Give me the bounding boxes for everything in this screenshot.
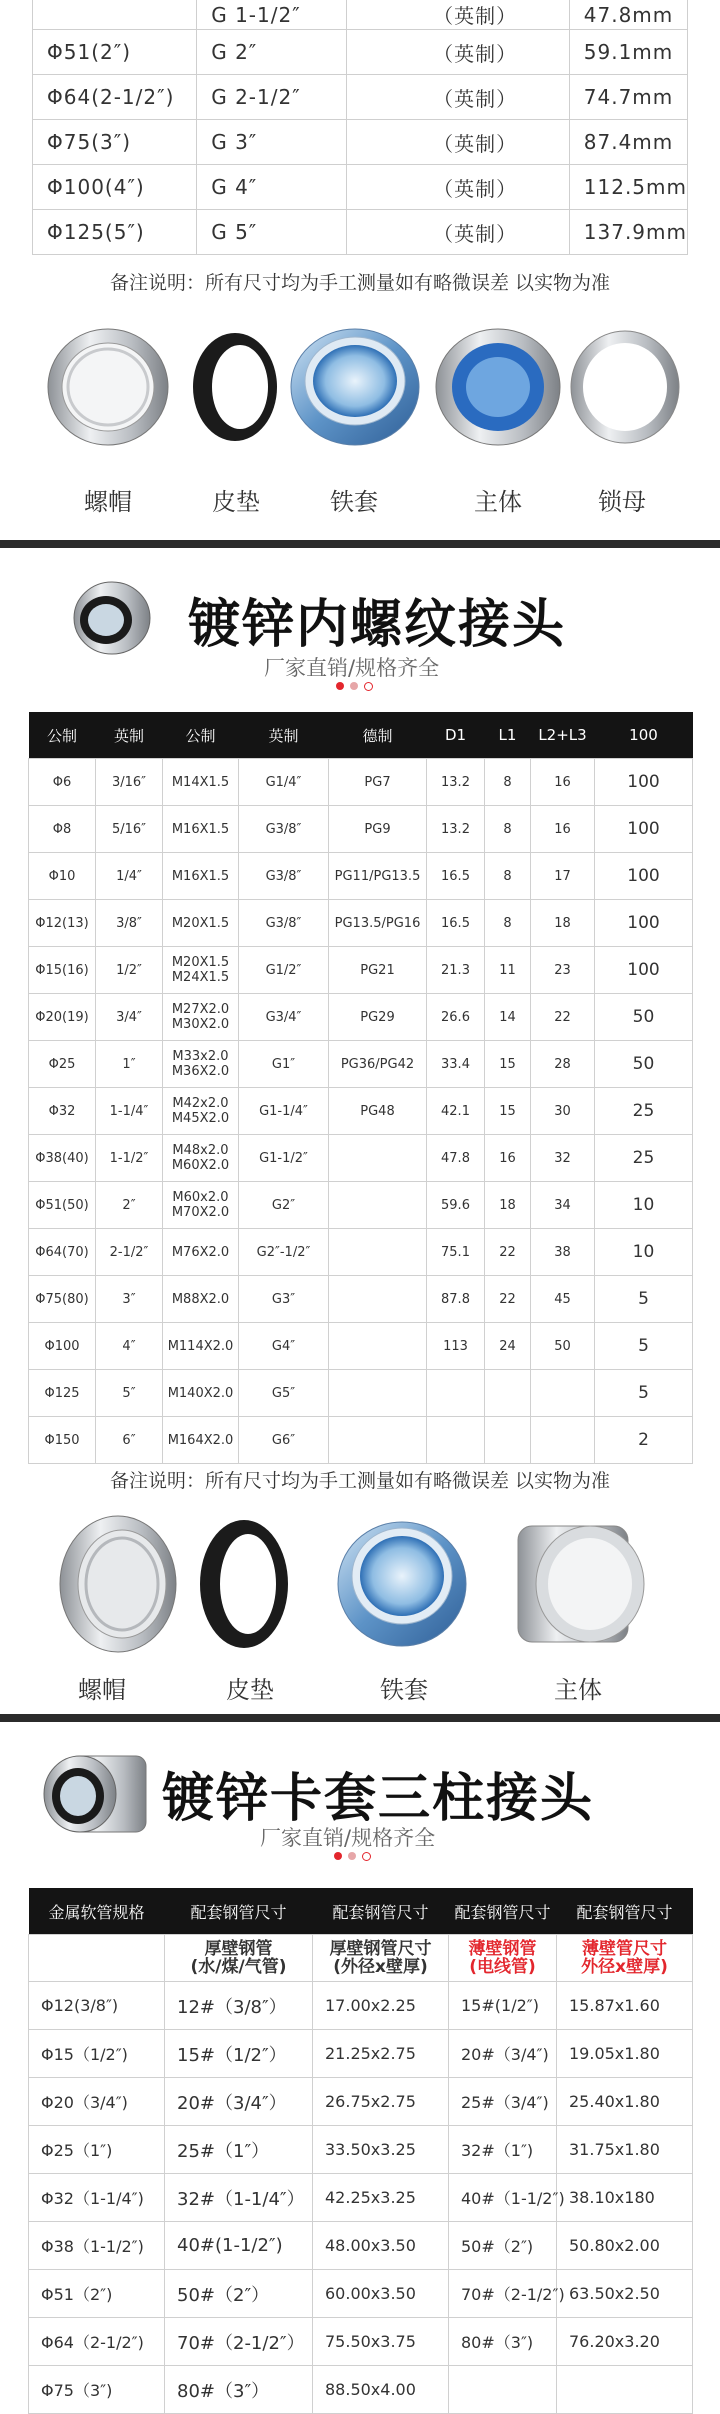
table-cell: 25 xyxy=(595,1088,693,1135)
table-row xyxy=(29,759,693,806)
table-row xyxy=(33,30,688,75)
table-cell: Φ25（1″) xyxy=(29,2126,165,2174)
table-cell xyxy=(427,1417,485,1464)
table-cell: 5 xyxy=(595,1370,693,1417)
measurement-note-2: 备注说明：所有尺寸均为手工测量如有略微误差 以实物为准 xyxy=(109,1470,611,1492)
table-cell: Φ20(19) xyxy=(29,994,96,1041)
table-cell-type: （英制） xyxy=(347,75,570,120)
table-cell: 25.40x1.80 xyxy=(557,2078,693,2126)
table-cell: 15.87x1.60 xyxy=(557,1982,693,2030)
table-cell: M14X1.5 xyxy=(163,759,239,806)
table-cell: 15 xyxy=(485,1088,531,1135)
table-cell: 28 xyxy=(531,1041,595,1088)
table-cell: PG48 xyxy=(329,1088,427,1135)
dot-active xyxy=(334,1852,342,1860)
table-cell: 8 xyxy=(485,900,531,947)
table-cell: 50.80x2.00 xyxy=(557,2222,693,2270)
table-cell: Φ32 xyxy=(29,1088,96,1135)
dot-active xyxy=(336,682,344,690)
body-image xyxy=(518,1526,644,1642)
table-cell: Φ125 xyxy=(29,1370,96,1417)
table-cell: M16X1.5 xyxy=(163,853,239,900)
table-cell: M164X2.0 xyxy=(163,1417,239,1464)
table-cell: 8 xyxy=(485,759,531,806)
table-cell: 13.2 xyxy=(427,806,485,853)
section2-title: 镀锌内螺纹接头 xyxy=(188,595,567,655)
table-cell: M42x2.0 M45X2.0 xyxy=(163,1088,239,1135)
table-cell xyxy=(329,1323,427,1370)
table-cell: 100 xyxy=(595,759,693,806)
section-divider xyxy=(0,540,720,548)
sleeve-image xyxy=(291,329,419,445)
table-cell: 50#（2″） xyxy=(165,2270,313,2318)
body-image xyxy=(436,329,560,445)
table-cell-type: （英制） xyxy=(347,30,570,75)
measurement-note: 备注说明：所有尺寸均为手工测量如有略微误差 以实物为准 xyxy=(109,272,611,294)
table-cell: M20X1.5 xyxy=(163,900,239,947)
table-row xyxy=(29,2030,693,2078)
table-row xyxy=(29,2174,693,2222)
table-cell: 5″ xyxy=(96,1370,163,1417)
section-divider-2 xyxy=(0,1714,720,1722)
part-label-body: 主体 xyxy=(474,488,522,516)
table-cell: 32 xyxy=(531,1135,595,1182)
table-cell: 6″ xyxy=(96,1417,163,1464)
table-cell: Φ8 xyxy=(29,806,96,853)
table-cell-type: （英制） xyxy=(347,0,570,30)
subheader-cell: 厚壁钢管 (水/煤/气管) xyxy=(165,1935,313,1982)
table-cell: Φ25 xyxy=(29,1041,96,1088)
table-cell-dim: 137.9mm xyxy=(569,210,687,255)
table-cell: G6″ xyxy=(239,1417,329,1464)
table-cell: 12#（3/8″） xyxy=(165,1982,313,2030)
table-cell: PG13.5/PG16 xyxy=(329,900,427,947)
table-cell-thread: G 2″ xyxy=(197,30,347,75)
table-cell: 60.00x3.50 xyxy=(313,2270,449,2318)
table-cell: M88X2.0 xyxy=(163,1276,239,1323)
column-header: 100 xyxy=(595,712,693,759)
table-cell: 80#（3″) xyxy=(449,2318,557,2366)
table-cell: 14 xyxy=(485,994,531,1041)
table-cell: 17 xyxy=(531,853,595,900)
subheader-cell: 薄壁管尺寸 外径x壁厚) xyxy=(557,1935,693,1982)
table-cell: 75.1 xyxy=(427,1229,485,1276)
table-cell: G1/4″ xyxy=(239,759,329,806)
table-cell: Φ75(80) xyxy=(29,1276,96,1323)
table-cell: 16 xyxy=(485,1135,531,1182)
table-cell-thread: G 3″ xyxy=(197,120,347,165)
table-row xyxy=(29,2222,693,2270)
table-cell xyxy=(531,1417,595,1464)
table-cell: 1-1/4″ xyxy=(96,1088,163,1135)
table-cell: 100 xyxy=(595,900,693,947)
table-row xyxy=(33,0,688,30)
table-cell: 25#（1″） xyxy=(165,2126,313,2174)
table-cell: 24 xyxy=(485,1323,531,1370)
table-cell xyxy=(449,2366,557,2414)
table-cell xyxy=(485,1417,531,1464)
table-cell: 25 xyxy=(595,1135,693,1182)
parts-illustration-row-2 xyxy=(50,1512,670,1662)
table-row xyxy=(29,2366,693,2414)
table-cell: 15#（1/2″） xyxy=(165,2030,313,2078)
table-cell: PG9 xyxy=(329,806,427,853)
table-cell: Φ51（2″) xyxy=(29,2270,165,2318)
table-row xyxy=(33,165,688,210)
table-cell: 76.20x3.20 xyxy=(557,2318,693,2366)
table-cell: G1″ xyxy=(239,1041,329,1088)
table-cell: G4″ xyxy=(239,1323,329,1370)
table-cell: 1/4″ xyxy=(96,853,163,900)
table-cell: 18 xyxy=(531,900,595,947)
table-cell: 75.50x3.75 xyxy=(313,2318,449,2366)
table-row xyxy=(33,210,688,255)
table-cell: M33x2.0 M36X2.0 xyxy=(163,1041,239,1088)
table-cell xyxy=(329,1370,427,1417)
product-thumbnail-icon-2 xyxy=(40,1746,152,1842)
table-cell: 26.6 xyxy=(427,994,485,1041)
gasket-image xyxy=(193,333,277,441)
carousel-dots xyxy=(336,682,373,691)
table-cell: 30 xyxy=(531,1088,595,1135)
table-cell-size: Φ125(5″) xyxy=(33,210,197,255)
product-thumbnail-icon xyxy=(72,578,152,658)
table-cell: Φ6 xyxy=(29,759,96,806)
table-row xyxy=(29,853,693,900)
table-cell: 42.1 xyxy=(427,1088,485,1135)
column-header: 配套钢管尺寸 xyxy=(313,1888,449,1935)
table-cell: 32#（1-1/4″） xyxy=(165,2174,313,2222)
carousel-dots-2 xyxy=(334,1852,371,1861)
table-cell: Φ10 xyxy=(29,853,96,900)
table-cell: Φ12(13) xyxy=(29,900,96,947)
table-row xyxy=(29,2126,693,2174)
table-cell: 40#(1-1/2″) xyxy=(165,2222,313,2270)
table-cell: Φ20（3/4″) xyxy=(29,2078,165,2126)
column-header: 英制 xyxy=(96,712,163,759)
table-cell: Φ32（1-1/4″) xyxy=(29,2174,165,2222)
subheader-row xyxy=(29,1935,693,1982)
table-row xyxy=(29,1323,693,1370)
table-cell: 15 xyxy=(485,1041,531,1088)
table-cell: 23 xyxy=(531,947,595,994)
table-row xyxy=(29,1982,693,2030)
table-cell: 20#（3/4″） xyxy=(165,2078,313,2126)
table-row xyxy=(29,1276,693,1323)
section2-subtitle: 厂家直销/规格齐全 xyxy=(264,656,440,680)
dot xyxy=(350,682,358,690)
table-cell: G3/4″ xyxy=(239,994,329,1041)
table-cell xyxy=(329,1276,427,1323)
column-header: D1 xyxy=(427,712,485,759)
table-cell: M140X2.0 xyxy=(163,1370,239,1417)
table-cell: 100 xyxy=(595,853,693,900)
table-cell: 4″ xyxy=(96,1323,163,1370)
table-cell: 2-1/2″ xyxy=(96,1229,163,1276)
table-cell: 50#（2″) xyxy=(449,2222,557,2270)
table-cell: 2″ xyxy=(96,1182,163,1229)
spec-table-clamp-fitting xyxy=(28,1888,693,2414)
table-cell: 15#(1/2″) xyxy=(449,1982,557,2030)
table-cell: 2 xyxy=(595,1417,693,1464)
table-cell xyxy=(531,1370,595,1417)
table-row xyxy=(29,1182,693,1229)
table-cell: M48x2.0 M60X2.0 xyxy=(163,1135,239,1182)
table-cell: Φ12(3/8″) xyxy=(29,1982,165,2030)
table-cell: 38 xyxy=(531,1229,595,1276)
part-label-locknut: 锁母 xyxy=(598,488,646,516)
table-cell xyxy=(329,1417,427,1464)
table-cell-size: Φ51(2″) xyxy=(33,30,197,75)
table-cell: 45 xyxy=(531,1276,595,1323)
table-row xyxy=(29,994,693,1041)
table-cell: G3/8″ xyxy=(239,806,329,853)
table-cell: 13.2 xyxy=(427,759,485,806)
part-label-gasket: 皮垫 xyxy=(212,488,260,516)
table-row xyxy=(29,2270,693,2318)
table-row xyxy=(29,947,693,994)
table-cell: 19.05x1.80 xyxy=(557,2030,693,2078)
table-cell: 47.8 xyxy=(427,1135,485,1182)
table-cell: 22 xyxy=(531,994,595,1041)
table-cell xyxy=(329,1135,427,1182)
table-cell: 18 xyxy=(485,1182,531,1229)
table-cell-dim: 74.7mm xyxy=(569,75,687,120)
dot xyxy=(364,682,373,691)
table-cell: Φ100 xyxy=(29,1323,96,1370)
table-cell: PG36/PG42 xyxy=(329,1041,427,1088)
table-cell xyxy=(427,1370,485,1417)
table-cell: 42.25x3.25 xyxy=(313,2174,449,2222)
column-header: 公制 xyxy=(163,712,239,759)
table-cell-thread: G 5″ xyxy=(197,210,347,255)
table-cell: 100 xyxy=(595,806,693,853)
column-header: 英制 xyxy=(239,712,329,759)
table-cell: G1-1/4″ xyxy=(239,1088,329,1135)
table-cell: M16X1.5 xyxy=(163,806,239,853)
subheader-cell xyxy=(29,1935,165,1982)
table-cell: 59.6 xyxy=(427,1182,485,1229)
table-cell: Φ51(50) xyxy=(29,1182,96,1229)
table-cell: 22 xyxy=(485,1229,531,1276)
table-cell: 21.3 xyxy=(427,947,485,994)
column-header: L2+L3 xyxy=(531,712,595,759)
column-header: 配套钢管尺寸 xyxy=(449,1888,557,1935)
table-cell: 16 xyxy=(531,759,595,806)
table-row xyxy=(29,1417,693,1464)
table-cell: 3/16″ xyxy=(96,759,163,806)
table-cell-dim: 112.5mm xyxy=(569,165,687,210)
table-cell: 8 xyxy=(485,853,531,900)
part-label-nut-2: 螺帽 xyxy=(78,1676,126,1704)
table-cell: 10 xyxy=(595,1229,693,1276)
table-cell: Φ38(40) xyxy=(29,1135,96,1182)
table-cell: 3/8″ xyxy=(96,900,163,947)
table-cell: 17.00x2.25 xyxy=(313,1982,449,2030)
table-cell-thread: G 2-1/2″ xyxy=(197,75,347,120)
table-cell: 21.25x2.75 xyxy=(313,2030,449,2078)
dot xyxy=(362,1852,371,1861)
table-cell-size: Φ100(4″) xyxy=(33,165,197,210)
table-cell: 20#（3/4″) xyxy=(449,2030,557,2078)
table-cell: 80#（3″） xyxy=(165,2366,313,2414)
part-label-body-2: 主体 xyxy=(554,1676,602,1704)
table-cell: 5/16″ xyxy=(96,806,163,853)
table-cell: 22 xyxy=(485,1276,531,1323)
table-cell: 33.4 xyxy=(427,1041,485,1088)
table-cell: 50 xyxy=(595,1041,693,1088)
gasket-image xyxy=(200,1520,288,1648)
table-cell: M20X1.5 M24X1.5 xyxy=(163,947,239,994)
table-cell-thread: G 4″ xyxy=(197,165,347,210)
table-row xyxy=(33,120,688,165)
table-cell: 50 xyxy=(531,1323,595,1370)
column-header: L1 xyxy=(485,712,531,759)
table-row xyxy=(29,1041,693,1088)
table-cell-thread: G 1-1/2″ xyxy=(197,0,347,30)
table-cell: M114X2.0 xyxy=(163,1323,239,1370)
subheader-cell: 厚壁钢管尺寸 (外径x壁厚) xyxy=(313,1935,449,1982)
table-cell-type: （英制） xyxy=(347,165,570,210)
table-cell: G3/8″ xyxy=(239,900,329,947)
table-cell: 33.50x3.25 xyxy=(313,2126,449,2174)
table-cell: Φ75（3″) xyxy=(29,2366,165,2414)
table-cell: 16.5 xyxy=(427,853,485,900)
part-label-nut: 螺帽 xyxy=(84,488,132,516)
table-cell: 3″ xyxy=(96,1276,163,1323)
table-cell: G1-1/2″ xyxy=(239,1135,329,1182)
table-cell-dim: 47.8mm xyxy=(569,0,687,30)
table-row xyxy=(29,1088,693,1135)
spec-table-internal-thread xyxy=(28,712,693,1464)
table-cell: 87.8 xyxy=(427,1276,485,1323)
spec-table-top xyxy=(32,0,688,255)
section3-title: 镀锌卡套三柱接头 xyxy=(162,1769,595,1829)
table-row xyxy=(29,806,693,853)
table-row xyxy=(29,900,693,947)
table-cell xyxy=(485,1370,531,1417)
table-cell: Φ15（1/2″) xyxy=(29,2030,165,2078)
table-cell: 8 xyxy=(485,806,531,853)
table-cell: Φ38（1-1/2″) xyxy=(29,2222,165,2270)
table-cell: M76X2.0 xyxy=(163,1229,239,1276)
table-cell: 40#（1-1/2″) xyxy=(449,2174,557,2222)
nut-image xyxy=(60,1516,176,1652)
table-cell: 10 xyxy=(595,1182,693,1229)
table-cell: PG29 xyxy=(329,994,427,1041)
table-cell: 5 xyxy=(595,1323,693,1370)
table-cell: 11 xyxy=(485,947,531,994)
table-cell: G2″ xyxy=(239,1182,329,1229)
part-label-gasket-2: 皮垫 xyxy=(226,1676,274,1704)
table-cell: 38.10x180 xyxy=(557,2174,693,2222)
table-cell: PG11/PG13.5 xyxy=(329,853,427,900)
table-row xyxy=(29,2318,693,2366)
table-cell: PG21 xyxy=(329,947,427,994)
table-cell: 26.75x2.75 xyxy=(313,2078,449,2126)
table-row xyxy=(29,1370,693,1417)
table-cell-dim: 59.1mm xyxy=(569,30,687,75)
table-cell: 50 xyxy=(595,994,693,1041)
table-cell: 5 xyxy=(595,1276,693,1323)
table-cell: 1-1/2″ xyxy=(96,1135,163,1182)
table-cell: 3/4″ xyxy=(96,994,163,1041)
table-cell: M27X2.0 M30X2.0 xyxy=(163,994,239,1041)
table-cell-type: （英制） xyxy=(347,210,570,255)
table-cell-size: Φ64(2-1/2″) xyxy=(33,75,197,120)
table-cell: 113 xyxy=(427,1323,485,1370)
table-cell: 1″ xyxy=(96,1041,163,1088)
column-header: 金属软管规格 xyxy=(29,1888,165,1935)
part-label-sleeve: 铁套 xyxy=(330,488,378,516)
table-cell: G3″ xyxy=(239,1276,329,1323)
section3-subtitle: 厂家直销/规格齐全 xyxy=(260,1826,436,1850)
sleeve-image xyxy=(338,1522,466,1646)
column-header: 配套钢管尺寸 xyxy=(557,1888,693,1935)
table-cell: 34 xyxy=(531,1182,595,1229)
table-cell: Φ64（2-1/2″) xyxy=(29,2318,165,2366)
table-row xyxy=(29,2078,693,2126)
dot xyxy=(348,1852,356,1860)
table-cell: 70#（2-1/2″) xyxy=(449,2270,557,2318)
table-cell: G3/8″ xyxy=(239,853,329,900)
column-header: 公制 xyxy=(29,712,96,759)
table-cell: 31.75x1.80 xyxy=(557,2126,693,2174)
table-row xyxy=(29,1135,693,1182)
table-cell: 25#（3/4″) xyxy=(449,2078,557,2126)
parts-illustration-row xyxy=(40,325,690,455)
table-row xyxy=(33,75,688,120)
table-cell: G1/2″ xyxy=(239,947,329,994)
table-cell: 88.50x4.00 xyxy=(313,2366,449,2414)
table-cell: Φ15(16) xyxy=(29,947,96,994)
table-cell xyxy=(329,1229,427,1276)
table-cell: G2″-1/2″ xyxy=(239,1229,329,1276)
table-cell: 70#（2-1/2″） xyxy=(165,2318,313,2366)
column-header: 德制 xyxy=(329,712,427,759)
table-cell: Φ64(70) xyxy=(29,1229,96,1276)
table-cell: 100 xyxy=(595,947,693,994)
table-cell: 32#（1″) xyxy=(449,2126,557,2174)
table-cell: M60x2.0 M70X2.0 xyxy=(163,1182,239,1229)
part-label-sleeve-2: 铁套 xyxy=(380,1676,428,1704)
table-cell xyxy=(557,2366,693,2414)
table-cell: G5″ xyxy=(239,1370,329,1417)
table-cell: 48.00x3.50 xyxy=(313,2222,449,2270)
table-cell: Φ150 xyxy=(29,1417,96,1464)
table-row xyxy=(29,1229,693,1276)
locknut-image xyxy=(571,331,679,443)
table-cell: 1/2″ xyxy=(96,947,163,994)
nut-image xyxy=(48,329,168,445)
table-cell: 16 xyxy=(531,806,595,853)
table-cell-size: Φ75(3″) xyxy=(33,120,197,165)
table-cell-size xyxy=(33,0,197,30)
table-cell: PG7 xyxy=(329,759,427,806)
table-cell: 63.50x2.50 xyxy=(557,2270,693,2318)
subheader-cell: 薄壁钢管 (电线管) xyxy=(449,1935,557,1982)
table-cell-dim: 87.4mm xyxy=(569,120,687,165)
column-header: 配套钢管尺寸 xyxy=(165,1888,313,1935)
table-cell-type: （英制） xyxy=(347,120,570,165)
table-cell: 16.5 xyxy=(427,900,485,947)
table-cell xyxy=(329,1182,427,1229)
